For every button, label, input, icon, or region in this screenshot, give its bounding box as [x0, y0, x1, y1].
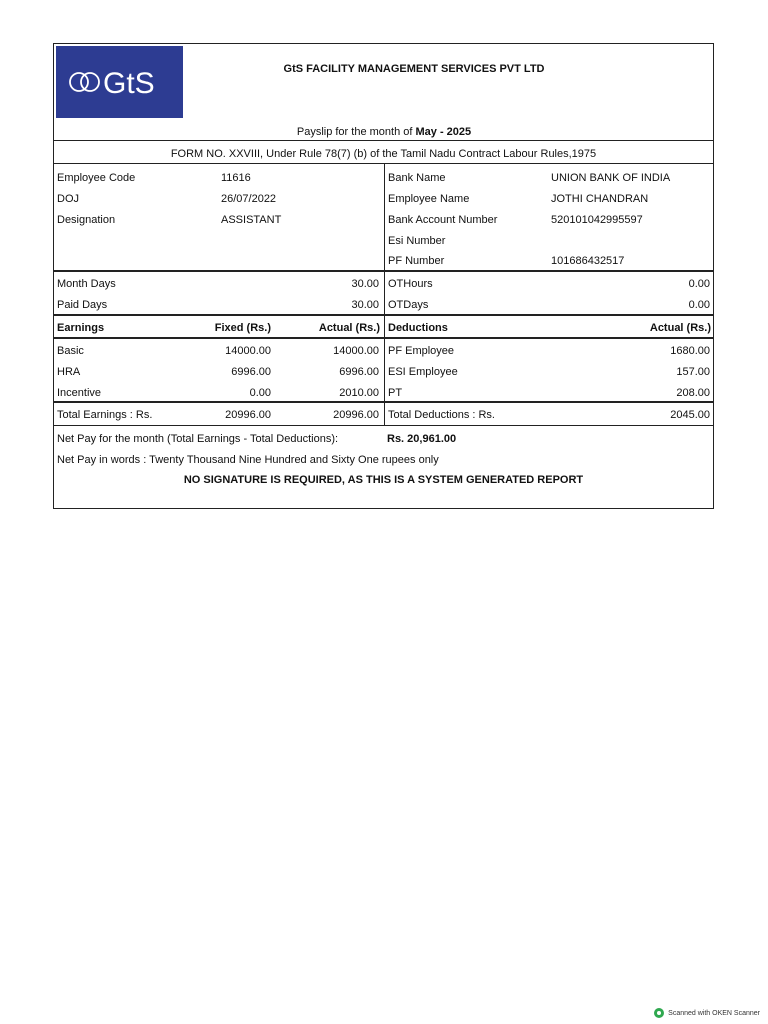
divider: [54, 337, 713, 339]
total-earnings-actual: 20996.00: [333, 409, 379, 421]
employee-code-label: Employee Code: [57, 172, 136, 184]
net-pay-words: Net Pay in words : Twenty Thousand Nine Hundred and Sixty One rupees only: [57, 454, 439, 466]
pf-number-value: 101686432517: [551, 255, 625, 267]
divider: [54, 425, 713, 426]
form-rule-line: FORM NO. XXVIII, Under Rule 78(7) (b) of the Tamil Nadu Contract Labour Rules,1975: [170, 148, 597, 160]
doj-value: 26/07/2022: [221, 193, 277, 205]
deduction-label: PF Employee: [388, 345, 455, 357]
total-earnings-label: Total Earnings : Rs.: [57, 409, 153, 421]
logo-text: GtS: [102, 67, 155, 100]
employee-name-value: JOTHI CHANDRAN: [551, 193, 649, 205]
column-divider: [384, 316, 385, 408]
ot-days-value: 0.00: [688, 299, 710, 311]
month-days-label: Month Days: [57, 278, 116, 290]
payslip-month-line: [184, 126, 584, 138]
doj-label: DOJ: [57, 193, 79, 205]
payslip-prefix: Payslip for the month of: [296, 126, 413, 138]
deduction-label: PT: [388, 387, 403, 399]
deduction-value: 157.00: [676, 366, 710, 378]
paid-days-label: Paid Days: [57, 299, 108, 311]
scanner-watermark: [654, 1008, 760, 1018]
column-divider: [384, 164, 385, 270]
payslip-month: May - 2025: [415, 126, 472, 138]
esi-number-label: Esi Number: [388, 235, 446, 247]
paid-days-value: 30.00: [351, 299, 379, 311]
pf-number-label: PF Number: [388, 255, 445, 267]
actual-header: Actual (Rs.): [318, 322, 380, 334]
scanner-text: Scanned with OKEN Scanner: [668, 1009, 760, 1017]
divider: [54, 140, 713, 141]
ot-hours-value: 0.00: [688, 278, 710, 290]
earning-label: HRA: [57, 366, 81, 378]
total-deductions-value: 2045.00: [670, 409, 710, 421]
payslip: [53, 43, 714, 509]
earning-actual: 6996.00: [339, 366, 379, 378]
company-logo: [56, 46, 183, 118]
earning-fixed: 6996.00: [231, 366, 271, 378]
earnings-header: Earnings: [57, 322, 105, 334]
column-divider: [384, 272, 385, 314]
system-note: NO SIGNATURE IS REQUIRED, AS THIS IS A SYSTEM GENERATED REPORT: [183, 474, 584, 486]
deduction-label: ESI Employee: [388, 366, 458, 378]
company-name: GtS FACILITY MANAGEMENT SERVICES PVT LTD: [283, 63, 545, 75]
bank-name-value: UNION BANK OF INDIA: [551, 172, 671, 184]
ot-days-label: OTDays: [388, 299, 429, 311]
column-divider: [384, 403, 385, 425]
bank-name-label: Bank Name: [388, 172, 446, 184]
net-pay-value: Rs. 20,961.00: [387, 433, 457, 445]
earning-label: Basic: [57, 345, 84, 357]
earning-fixed: 14000.00: [225, 345, 271, 357]
total-earnings-fixed: 20996.00: [225, 409, 271, 421]
employee-code-value: 11616: [221, 172, 251, 184]
earning-fixed: 0.00: [249, 387, 271, 399]
deduction-actual-header: Actual (Rs.): [649, 322, 711, 334]
employee-name-label: Employee Name: [388, 193, 470, 205]
net-pay-label: Net Pay for the month (Total Earnings - Total Deductions):: [57, 433, 339, 445]
earning-label: Incentive: [57, 387, 102, 399]
deductions-header: Deductions: [388, 322, 448, 334]
ot-hours-label: OTHours: [388, 278, 433, 290]
gts-logo-icon: [65, 62, 175, 102]
deduction-value: 1680.00: [670, 345, 710, 357]
designation-label: Designation: [57, 214, 116, 226]
month-days-value: 30.00: [351, 278, 379, 290]
bank-account-label: Bank Account Number: [388, 214, 498, 226]
designation-value: ASSISTANT: [221, 214, 282, 226]
total-deductions-label: Total Deductions : Rs.: [388, 409, 495, 421]
earning-actual: 2010.00: [339, 387, 379, 399]
bank-account-value: 520101042995597: [551, 214, 643, 226]
deduction-value: 208.00: [676, 387, 710, 399]
scanner-icon: [654, 1008, 664, 1018]
fixed-header: Fixed (Rs.): [214, 322, 271, 334]
earning-actual: 14000.00: [333, 345, 379, 357]
